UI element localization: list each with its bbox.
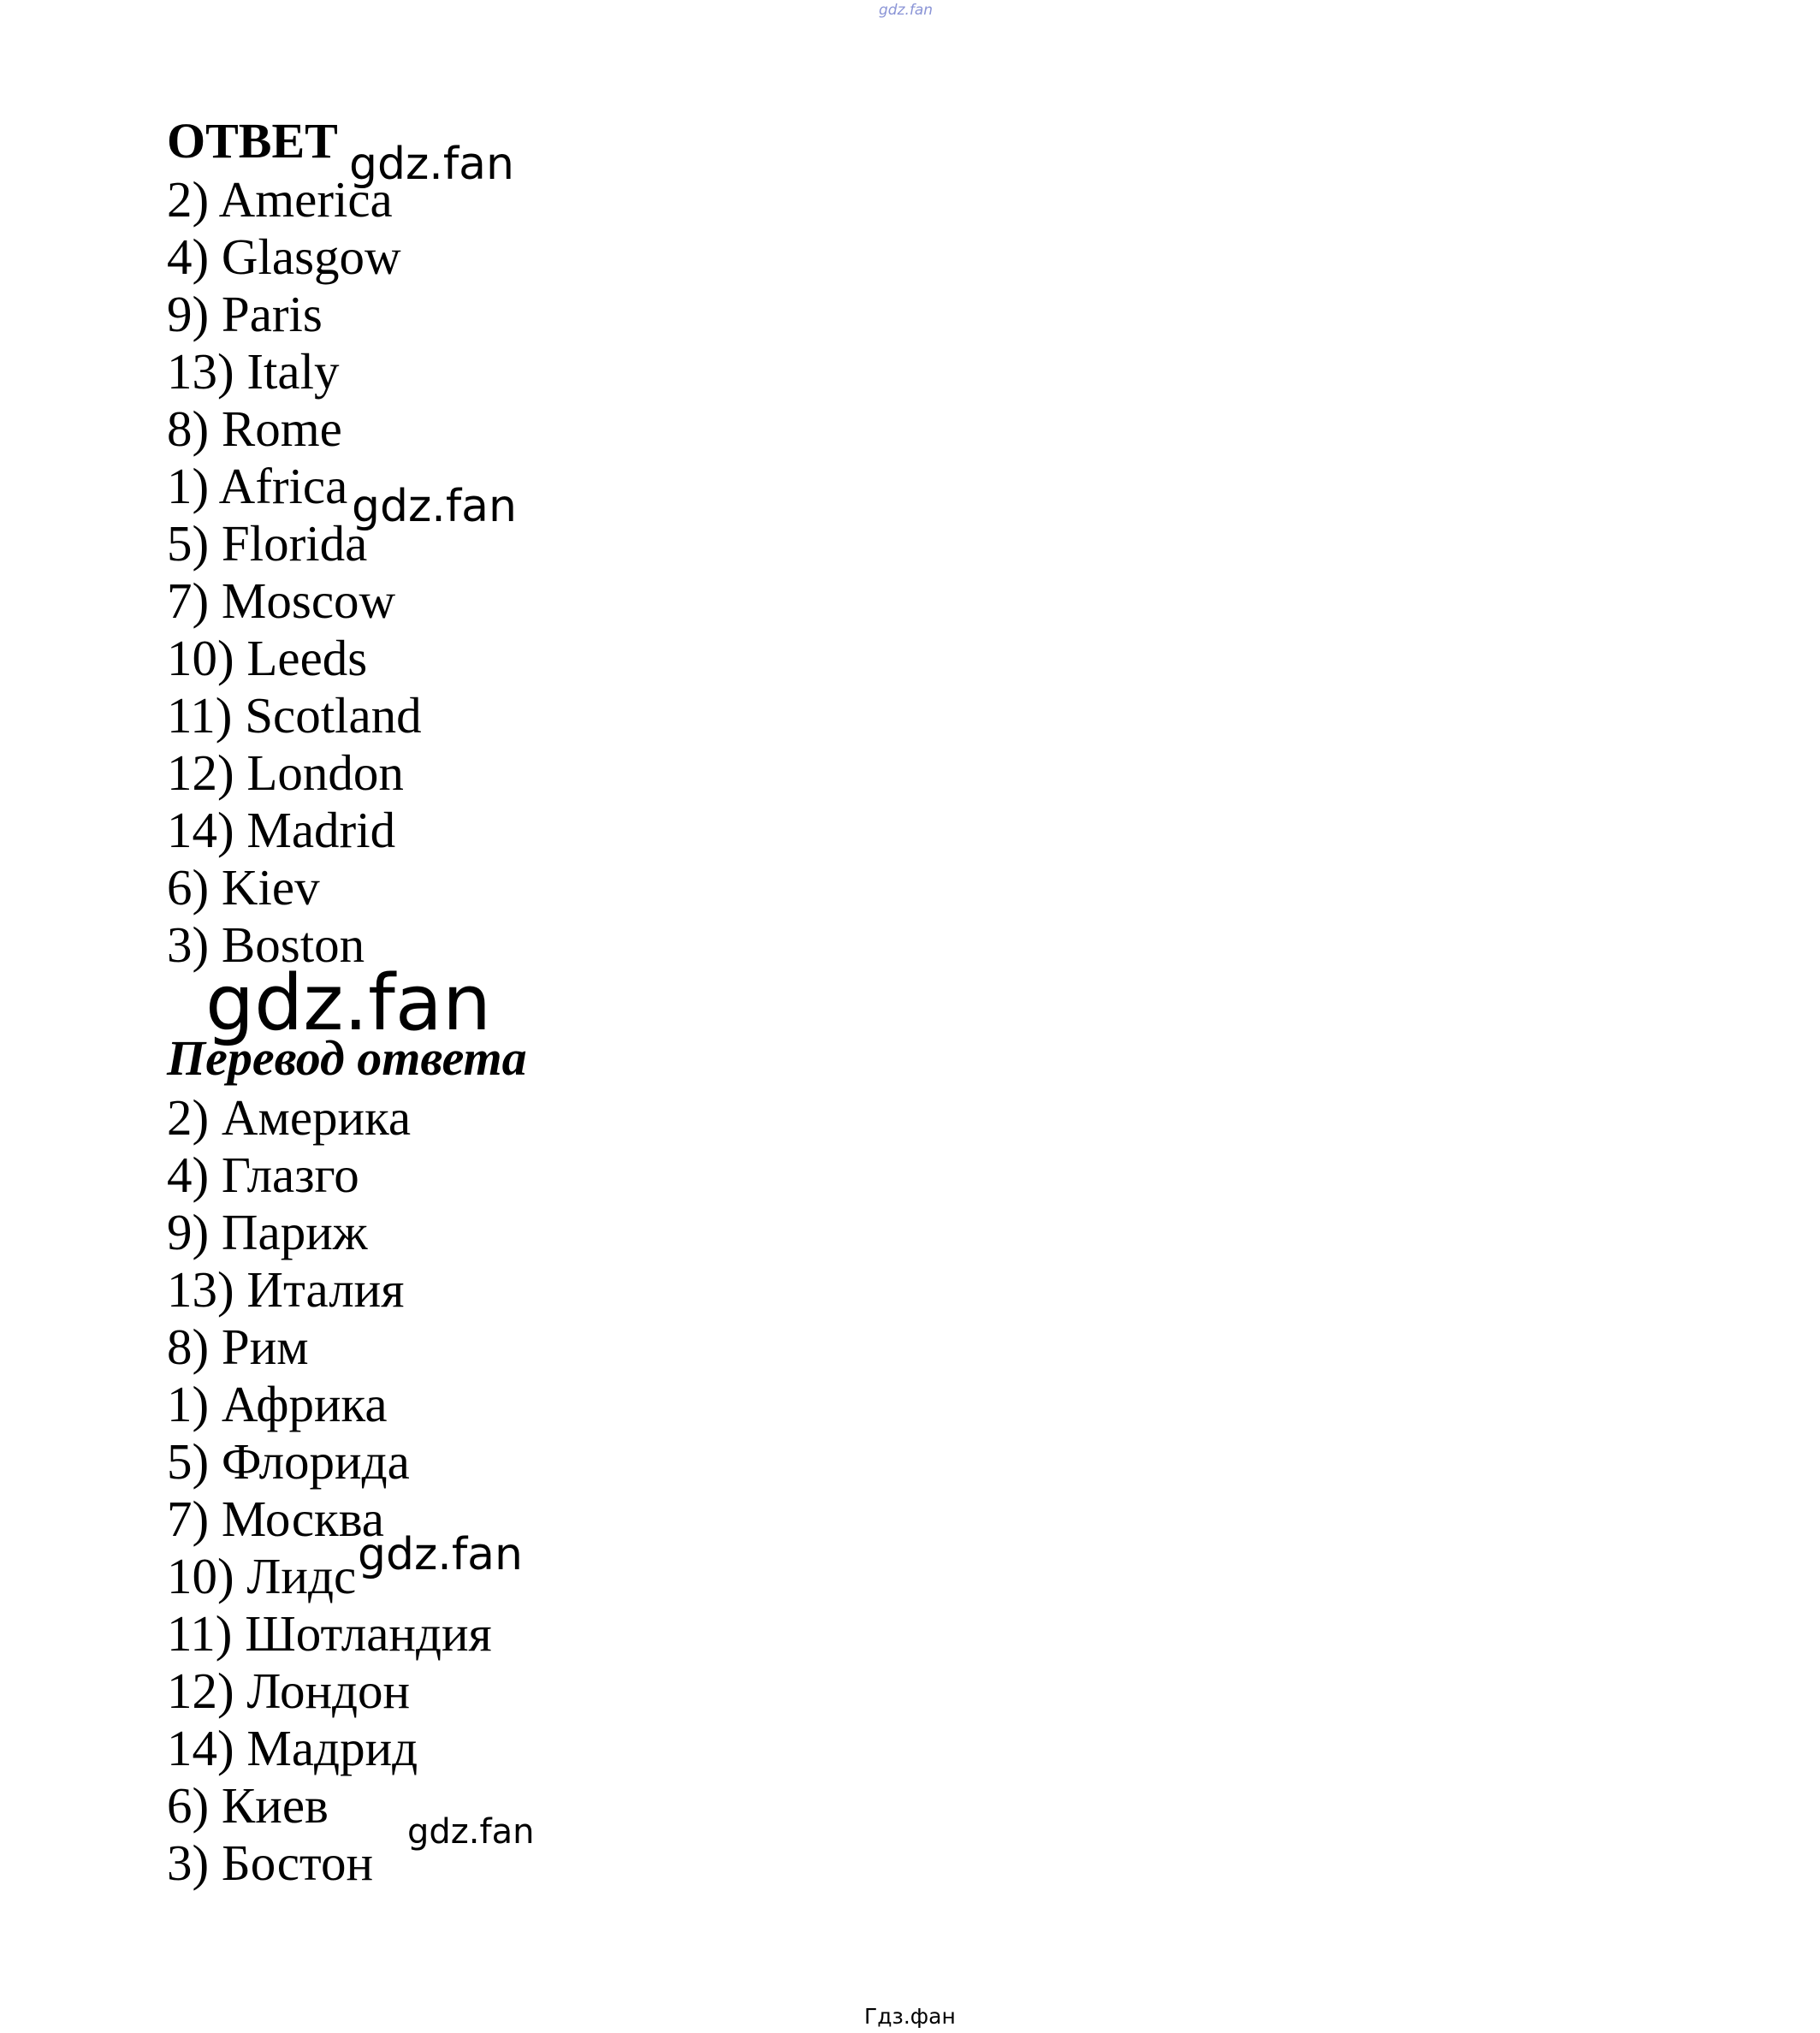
translation-item: 1) Африка xyxy=(167,1376,388,1432)
translation-item: 10) Лидс xyxy=(167,1548,357,1604)
answer-item: 6) Kiev xyxy=(167,859,320,916)
page-footer: Гдз.фан xyxy=(864,2004,956,2029)
translation-item: 7) Москва xyxy=(167,1491,384,1547)
answer-item: 1) Africa xyxy=(167,458,348,514)
answer-item: 11) Scotland xyxy=(167,687,422,744)
translation-item: 2) Америка xyxy=(167,1089,412,1146)
translation-item: 3) Бостон xyxy=(167,1834,374,1891)
answer-item: 10) Leeds xyxy=(167,630,368,686)
translation-item: 4) Глазго xyxy=(167,1147,359,1203)
answer-item: 13) Italy xyxy=(167,343,340,400)
translation-item: 8) Рим xyxy=(167,1319,309,1375)
translation-item: 9) Париж xyxy=(167,1204,368,1260)
watermark-text: gdz.fan xyxy=(205,958,491,1048)
watermark-text: gdz.fan xyxy=(349,139,514,190)
watermark-text: gdz.fan xyxy=(352,481,517,532)
answer-item: 5) Florida xyxy=(167,515,368,572)
answer-heading: ОТВЕТ xyxy=(167,113,338,169)
translation-item: 11) Шотландия xyxy=(167,1605,492,1662)
translation-item: 5) Флорида xyxy=(167,1433,410,1490)
translation-item: 14) Мадрид xyxy=(167,1720,418,1776)
translation-heading: Перевод ответа xyxy=(167,1030,527,1086)
answer-item: 14) Madrid xyxy=(167,802,396,858)
watermark-text: gdz.fan xyxy=(358,1529,523,1580)
answer-item: 8) Rome xyxy=(167,400,342,457)
answer-item: 7) Moscow xyxy=(167,572,396,629)
answer-item: 12) London xyxy=(167,744,404,801)
answer-item: 2) America xyxy=(167,171,393,228)
header-watermark: gdz.fan xyxy=(879,2,934,19)
translation-item: 13) Италия xyxy=(167,1261,405,1318)
answer-item: 3) Boston xyxy=(167,916,365,973)
answer-item: 9) Paris xyxy=(167,286,323,342)
translation-item: 12) Лондон xyxy=(167,1663,411,1719)
translation-item: 6) Киев xyxy=(167,1777,329,1834)
watermark-text: gdz.fan xyxy=(407,1812,535,1852)
answer-item: 4) Glasgow xyxy=(167,228,401,285)
